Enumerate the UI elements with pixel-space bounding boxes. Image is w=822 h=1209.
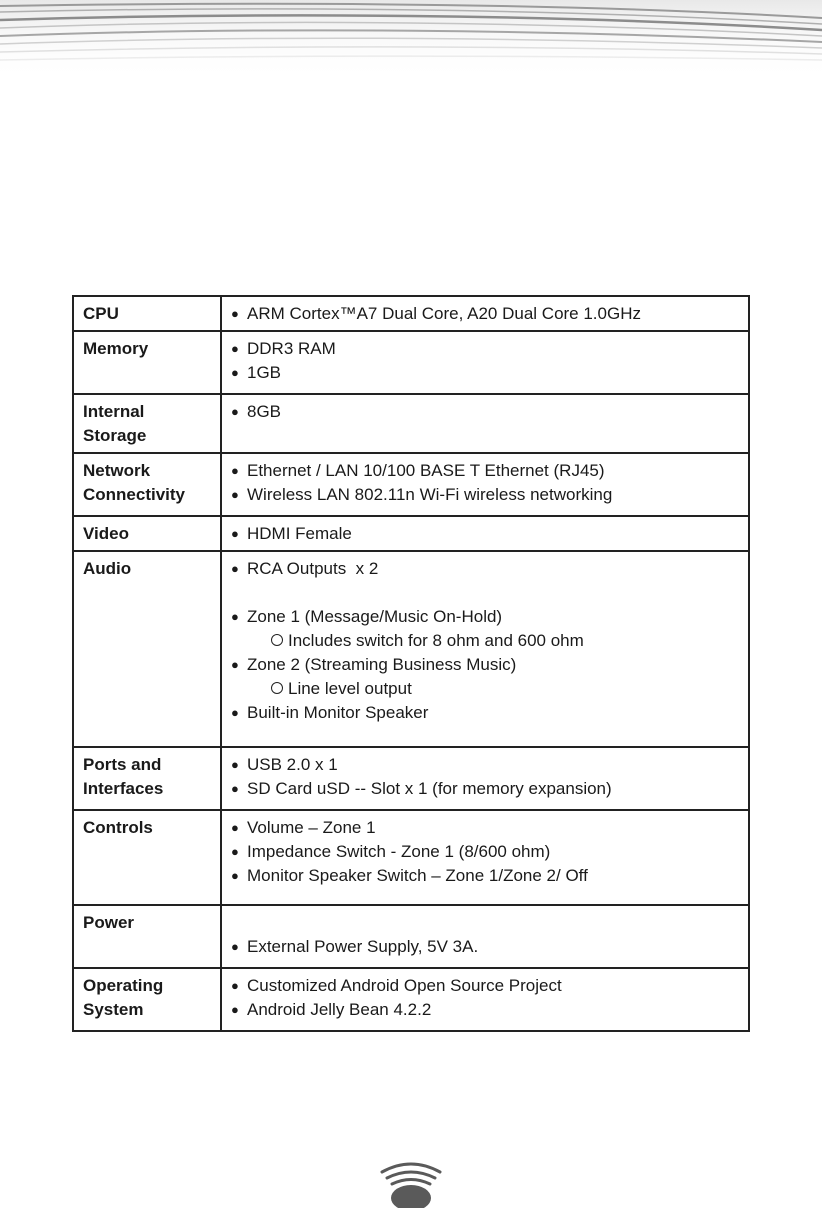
bullet-filled-icon: ● <box>231 939 239 954</box>
spec-item <box>231 753 739 777</box>
spec-label: Power <box>83 913 135 932</box>
spec-item <box>231 653 739 677</box>
spec-row <box>73 968 749 1031</box>
spec-row <box>73 394 749 453</box>
bullet-open-icon <box>271 634 283 646</box>
spec-row <box>73 747 749 810</box>
spec-label: Storage <box>83 426 147 445</box>
spacer-line <box>231 581 739 605</box>
spec-item-text: HDMI Female <box>247 524 352 543</box>
spec-label-cell <box>73 810 221 905</box>
spec-label: Controls <box>83 818 153 837</box>
spec-item <box>231 629 739 653</box>
brand-logo-icon <box>376 1158 446 1208</box>
bullet-filled-icon: ● <box>231 657 239 672</box>
spec-item <box>231 864 739 888</box>
bullet-filled-icon: ● <box>231 781 239 796</box>
spec-item-text: 8GB <box>247 402 282 421</box>
spec-label: Memory <box>83 339 149 358</box>
bullet-filled-icon: ● <box>231 561 239 576</box>
spec-label-cell <box>73 394 221 453</box>
bullet-filled-icon: ● <box>231 487 239 502</box>
spec-item <box>231 459 739 483</box>
spec-item <box>231 677 739 701</box>
spec-label: Network <box>83 461 151 480</box>
spec-table <box>72 295 750 1032</box>
spec-item-text: Zone 1 (Message/Music On-Hold) <box>247 607 503 626</box>
spec-item-text: USB 2.0 x 1 <box>247 755 338 774</box>
spec-value-cell <box>221 516 749 551</box>
spec-label: Operating <box>83 976 164 995</box>
spec-row <box>73 551 749 747</box>
bullet-filled-icon: ● <box>231 705 239 720</box>
spec-item-text: External Power Supply, 5V 3A. <box>247 937 479 956</box>
spec-item-text: SD Card uSD -- Slot x 1 (for memory expansion) <box>247 779 612 798</box>
spec-item <box>231 483 739 507</box>
bullet-filled-icon: ● <box>231 365 239 380</box>
spec-label: Interfaces <box>83 779 164 798</box>
spec-label: Audio <box>83 559 132 578</box>
spec-item-text: Monitor Speaker Switch – Zone 1/Zone 2/ Off <box>247 866 588 885</box>
spec-item-text: Built-in Monitor Speaker <box>247 703 429 722</box>
spacer-line <box>231 911 739 935</box>
bullet-filled-icon: ● <box>231 1002 239 1017</box>
spec-value-cell <box>221 968 749 1031</box>
bullet-filled-icon: ● <box>231 978 239 993</box>
spec-item-text: Impedance Switch - Zone 1 (8/600 ohm) <box>247 842 551 861</box>
spec-row <box>73 905 749 968</box>
spec-row <box>73 453 749 516</box>
spec-item-text: Line level output <box>288 679 412 698</box>
spec-item-text: Includes switch for 8 ohm and 600 ohm <box>288 631 584 650</box>
spec-item-text: Customized Android Open Source Project <box>247 976 562 995</box>
spec-item-text: ARM Cortex™A7 Dual Core, A20 Dual Core 1.0GHz <box>247 304 641 323</box>
spec-row <box>73 810 749 905</box>
spec-label: Ports and <box>83 755 162 774</box>
spec-label: Video <box>83 524 129 543</box>
spec-label-cell <box>73 516 221 551</box>
spec-item <box>231 337 739 361</box>
bullet-filled-icon: ● <box>231 341 239 356</box>
bullet-filled-icon: ● <box>231 404 239 419</box>
bullet-filled-icon: ● <box>231 609 239 624</box>
header-banner <box>0 0 822 80</box>
spec-label-cell <box>73 331 221 394</box>
spec-value-cell <box>221 551 749 747</box>
spec-label: Internal <box>83 402 145 421</box>
bullet-filled-icon: ● <box>231 844 239 859</box>
spec-label-cell <box>73 905 221 968</box>
spec-item <box>231 777 739 801</box>
spec-label-cell <box>73 453 221 516</box>
spec-item-text: 1GB <box>247 363 282 382</box>
bullet-open-icon <box>271 682 283 694</box>
spec-item <box>231 816 739 840</box>
spec-row <box>73 331 749 394</box>
spec-item <box>231 840 739 864</box>
spec-item <box>231 701 739 725</box>
spec-label: Connectivity <box>83 485 186 504</box>
spec-item-text: RCA Outputs x 2 <box>247 559 379 578</box>
bullet-filled-icon: ● <box>231 306 239 321</box>
spec-label-cell <box>73 968 221 1031</box>
bullet-filled-icon: ● <box>231 868 239 883</box>
spec-item <box>231 400 739 424</box>
spec-label-cell <box>73 551 221 747</box>
spec-item-text: DDR3 RAM <box>247 339 336 358</box>
spec-item-text: Ethernet / LAN 10/100 BASE T Ethernet (RJ45) <box>247 461 605 480</box>
spec-value-cell <box>221 331 749 394</box>
spec-value-cell <box>221 905 749 968</box>
spec-row <box>73 296 749 331</box>
spec-label: System <box>83 1000 144 1019</box>
spec-item-text: Wireless LAN 802.11n Wi-Fi wireless networking <box>247 485 613 504</box>
spec-item-text: Volume – Zone 1 <box>247 818 376 837</box>
spec-value-cell <box>221 747 749 810</box>
spec-item <box>231 361 739 385</box>
bullet-filled-icon: ● <box>231 757 239 772</box>
spec-value-cell <box>221 810 749 905</box>
spec-table-body <box>73 296 749 1031</box>
bullet-filled-icon: ● <box>231 463 239 478</box>
spec-value-cell <box>221 394 749 453</box>
spec-label: CPU <box>83 304 119 323</box>
spec-item <box>231 302 739 326</box>
spec-value-cell <box>221 453 749 516</box>
spec-item <box>231 974 739 998</box>
spec-item-text: Android Jelly Bean 4.2.2 <box>247 1000 432 1019</box>
bullet-filled-icon: ● <box>231 526 239 541</box>
spec-value-cell <box>221 296 749 331</box>
spec-item-text: Zone 2 (Streaming Business Music) <box>247 655 517 674</box>
spec-item <box>231 557 739 581</box>
bullet-filled-icon: ● <box>231 820 239 835</box>
spec-row <box>73 516 749 551</box>
spec-label-cell <box>73 296 221 331</box>
spec-item <box>231 605 739 629</box>
spec-item <box>231 522 739 546</box>
spec-item <box>231 998 739 1022</box>
spec-item <box>231 935 739 959</box>
spec-label-cell <box>73 747 221 810</box>
